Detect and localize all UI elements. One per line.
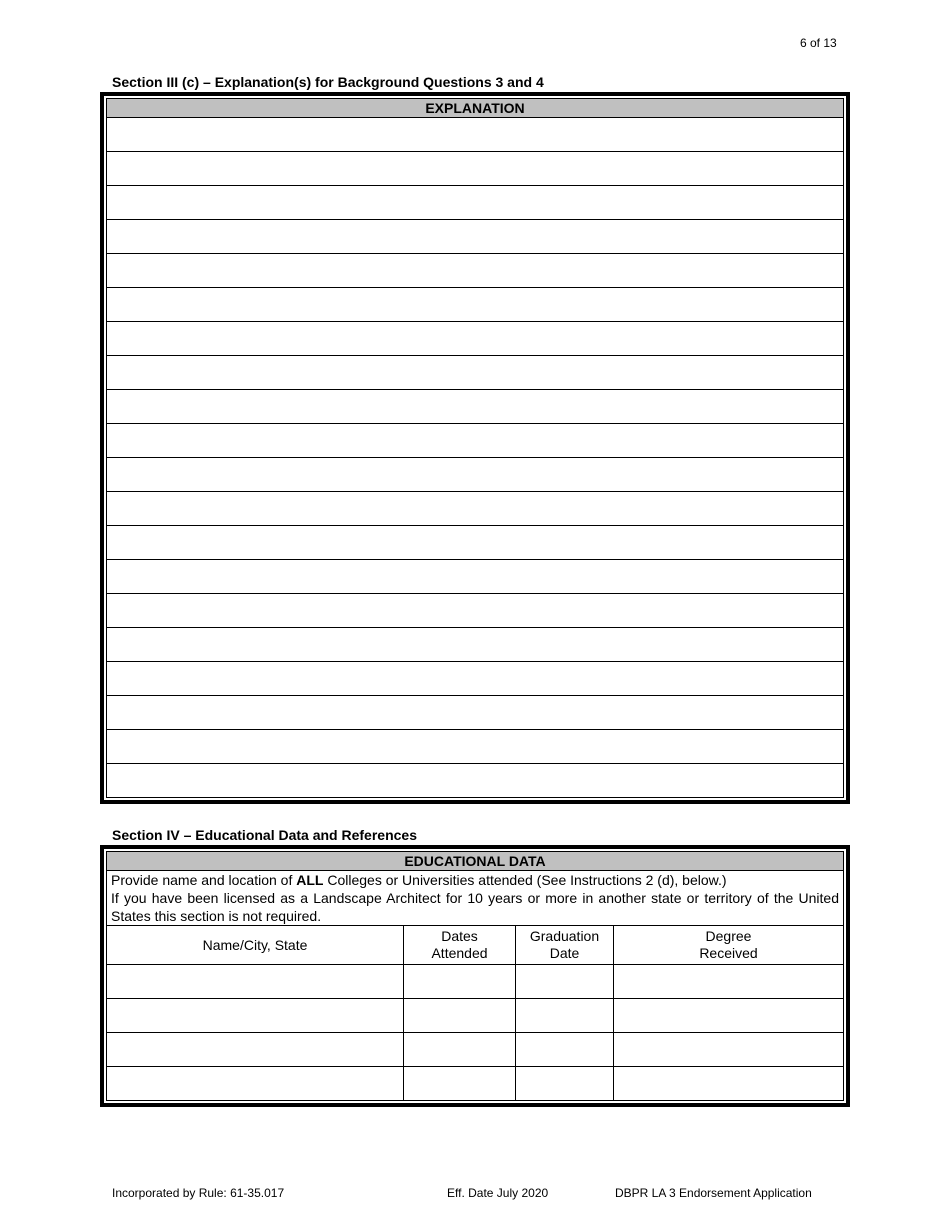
- explanation-row: [107, 390, 844, 424]
- educational-data-header: EDUCATIONAL DATA: [107, 852, 844, 871]
- explanation-line-field[interactable]: [107, 390, 844, 424]
- explanation-line-field[interactable]: [107, 662, 844, 696]
- explanation-line-field[interactable]: [107, 220, 844, 254]
- explanation-row: [107, 458, 844, 492]
- graduation-date-field[interactable]: [516, 965, 614, 999]
- explanation-line-field[interactable]: [107, 730, 844, 764]
- degree-received-field[interactable]: [614, 1067, 844, 1101]
- explanation-header: EXPLANATION: [107, 99, 844, 118]
- explanation-row: [107, 356, 844, 390]
- col-header-dates-attended: Dates Attended: [404, 926, 516, 965]
- name-city-state-field[interactable]: [107, 1067, 404, 1101]
- explanation-line-field[interactable]: [107, 152, 844, 186]
- explanation-row: [107, 220, 844, 254]
- explanation-line-field[interactable]: [107, 594, 844, 628]
- col-header-graduation-date: Graduation Date: [516, 926, 614, 965]
- dates-attended-field[interactable]: [404, 1033, 516, 1067]
- explanation-line-field[interactable]: [107, 118, 844, 152]
- explanation-line-field[interactable]: [107, 356, 844, 390]
- educational-data-row: [107, 965, 844, 999]
- col-header-degree-received: Degree Received: [614, 926, 844, 965]
- explanation-line-field[interactable]: [107, 254, 844, 288]
- explanation-line-field[interactable]: [107, 424, 844, 458]
- graduation-date-field[interactable]: [516, 1067, 614, 1101]
- explanation-row: [107, 730, 844, 764]
- explanation-row: [107, 254, 844, 288]
- explanation-row: [107, 594, 844, 628]
- graduation-date-field[interactable]: [516, 999, 614, 1033]
- explanation-row: [107, 662, 844, 696]
- educational-data-row: [107, 1067, 844, 1101]
- explanation-row: [107, 288, 844, 322]
- explanation-box: [100, 92, 850, 804]
- explanation-line-field[interactable]: [107, 322, 844, 356]
- degree-received-field[interactable]: [614, 965, 844, 999]
- explanation-row: [107, 424, 844, 458]
- instructions-line-2: If you have been licensed as a Landscape Architect for 10 years or more in another state or territory of the United States this section is not required.: [111, 890, 839, 924]
- explanation-row: [107, 118, 844, 152]
- name-city-state-field[interactable]: [107, 1033, 404, 1067]
- dates-attended-field[interactable]: [404, 1067, 516, 1101]
- col-header-name-city-state: Name/City, State: [107, 926, 404, 965]
- explanation-line-field[interactable]: [107, 186, 844, 220]
- educational-data-row: [107, 1033, 844, 1067]
- name-city-state-field[interactable]: [107, 965, 404, 999]
- graduation-date-field[interactable]: [516, 1033, 614, 1067]
- explanation-row: [107, 526, 844, 560]
- page-number: 6 of 13: [800, 36, 837, 50]
- footer-rule: Incorporated by Rule: 61-35.017: [112, 1186, 285, 1200]
- educational-data-row: [107, 999, 844, 1033]
- explanation-line-field[interactable]: [107, 560, 844, 594]
- degree-received-field[interactable]: [614, 999, 844, 1033]
- explanation-row: [107, 764, 844, 798]
- educational-data-table: [106, 851, 844, 1101]
- instructions-line-1: Provide name and location of ALL Colleges or Universities attended (See Instructions 2 (d), below.): [111, 872, 727, 888]
- explanation-line-field[interactable]: [107, 764, 844, 798]
- footer-form-name: DBPR LA 3 Endorsement Application: [615, 1186, 812, 1200]
- explanation-line-field[interactable]: [107, 458, 844, 492]
- explanation-line-field[interactable]: [107, 288, 844, 322]
- explanation-row: [107, 186, 844, 220]
- explanation-line-field[interactable]: [107, 492, 844, 526]
- explanation-row: [107, 560, 844, 594]
- explanation-line-field[interactable]: [107, 696, 844, 730]
- educational-data-box: [100, 845, 850, 1107]
- name-city-state-field[interactable]: [107, 999, 404, 1033]
- explanation-row: [107, 322, 844, 356]
- dates-attended-field[interactable]: [404, 965, 516, 999]
- educational-instructions: [107, 871, 844, 926]
- section-iv-heading: Section IV – Educational Data and References: [112, 827, 417, 843]
- section-iii-c-heading: Section III (c) – Explanation(s) for Background Questions 3 and 4: [112, 74, 544, 90]
- footer-eff-date: Eff. Date July 2020: [447, 1186, 549, 1200]
- explanation-row: [107, 492, 844, 526]
- explanation-row: [107, 628, 844, 662]
- explanation-line-field[interactable]: [107, 628, 844, 662]
- dates-attended-field[interactable]: [404, 999, 516, 1033]
- explanation-table: [106, 98, 844, 798]
- explanation-line-field[interactable]: [107, 526, 844, 560]
- explanation-row: [107, 152, 844, 186]
- explanation-row: [107, 696, 844, 730]
- degree-received-field[interactable]: [614, 1033, 844, 1067]
